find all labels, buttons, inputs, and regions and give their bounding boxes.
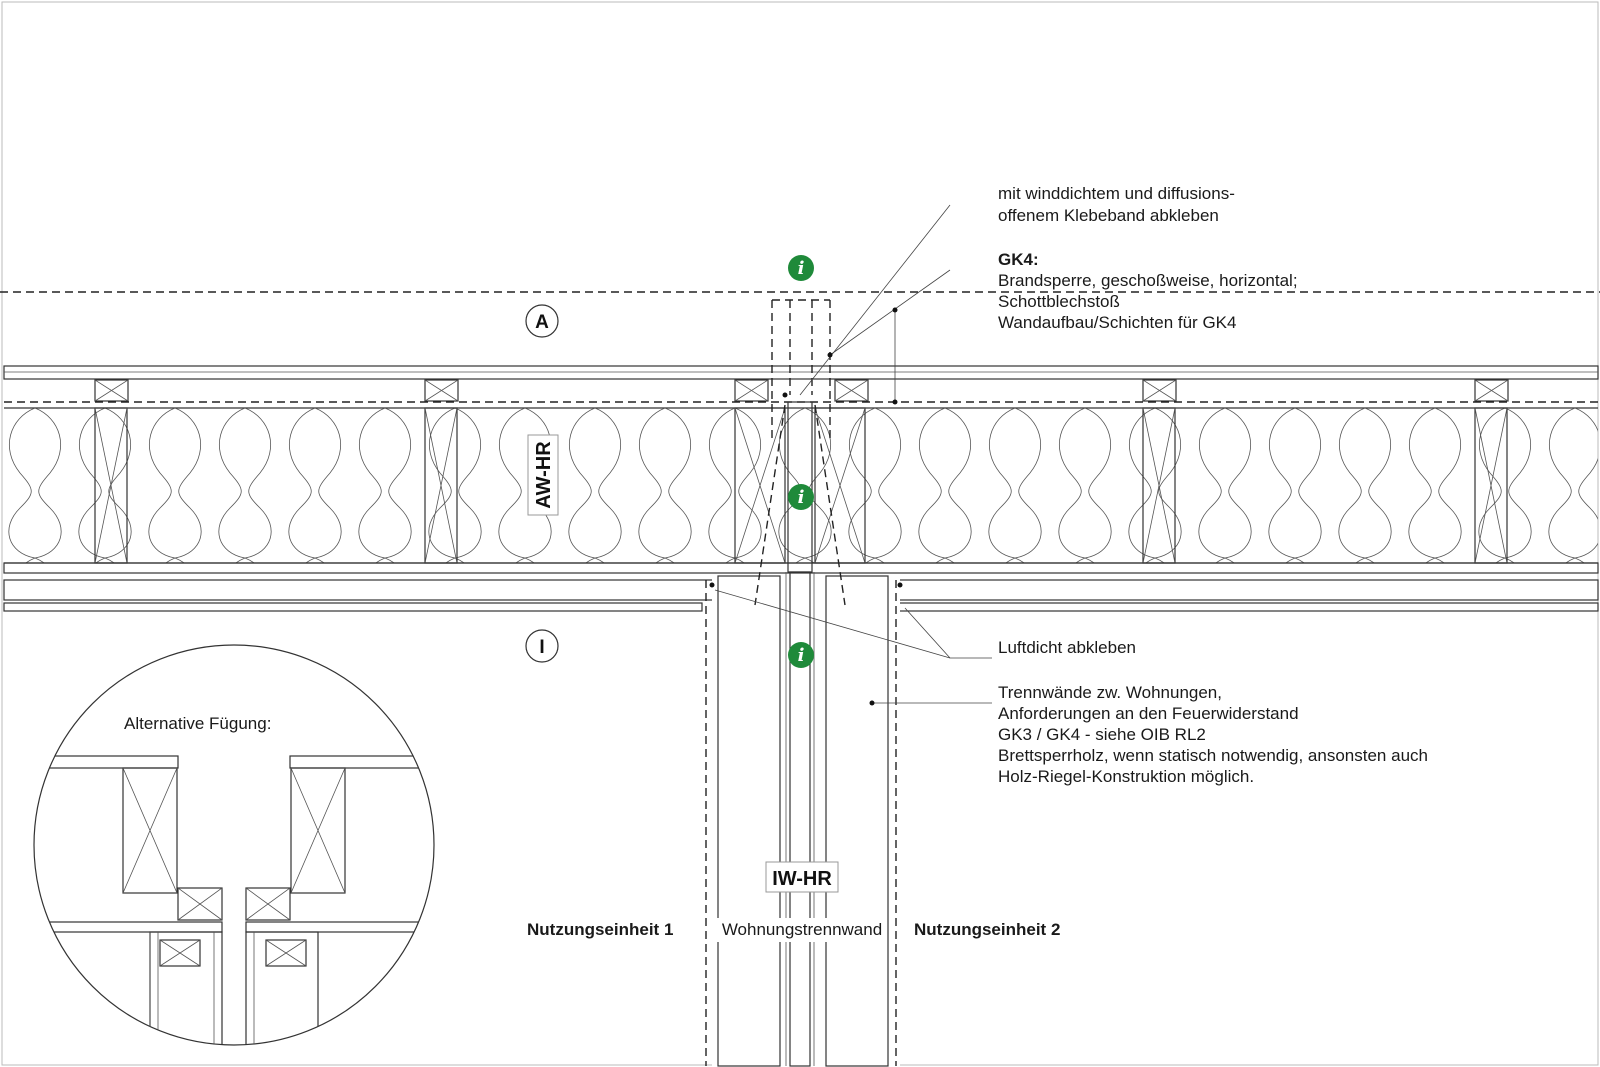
svg-text:offenem Klebeband abkleben: offenem Klebeband abkleben <box>998 206 1219 225</box>
interior-wall-tag: IW-HR <box>772 868 832 890</box>
svg-text:Anforderungen an den Feuerwide: Anforderungen an den Feuerwiderstand <box>998 704 1299 723</box>
alternative-joint-detail <box>30 645 440 1052</box>
outside-label: A <box>535 312 549 333</box>
gypsum-board-left <box>4 603 702 611</box>
gypsum-board-right <box>898 603 1598 611</box>
inside-label: I <box>539 637 545 658</box>
svg-text:i: i <box>797 645 805 666</box>
info-badge-middle[interactable] <box>788 484 814 510</box>
alternative-label: Alternative Fügung: <box>124 714 272 733</box>
svg-text:Brandsperre, geschoßweise, hor: Brandsperre, geschoßweise, horizontal; <box>998 271 1298 290</box>
info-badge-top[interactable] <box>788 255 814 281</box>
unit1-label: Nutzungseinheit 1 <box>527 920 674 939</box>
info-badge-lower[interactable] <box>788 642 814 668</box>
svg-text:Holz-Riegel-Konstruktion mögli: Holz-Riegel-Konstruktion möglich. <box>998 767 1255 786</box>
svg-text:i: i <box>797 258 805 279</box>
annotation-airtight: Luftdicht abkleben <box>998 638 1136 657</box>
svg-text:i: i <box>797 487 805 508</box>
svg-text:Schottblechstoß: Schottblechstoß <box>998 292 1120 311</box>
svg-text:GK4:: GK4: <box>998 250 1039 269</box>
svg-text:GK3 / GK4 - siehe OIB RL2: GK3 / GK4 - siehe OIB RL2 <box>998 725 1206 744</box>
annotation-tape <box>998 184 1235 225</box>
svg-text:Brettsperrholz, wenn statisch: Brettsperrholz, wenn statisch notwendig, ansonsten auch <box>998 746 1428 765</box>
annotation-gk4 <box>998 250 1298 332</box>
annotation-partition <box>998 683 1428 786</box>
battens <box>95 380 1508 401</box>
svg-text:Trennwände zw. Wohnungen,: Trennwände zw. Wohnungen, <box>998 683 1222 702</box>
unit2-label: Nutzungseinheit 2 <box>914 920 1061 939</box>
svg-text:mit winddichtem und diffusions: mit winddichtem und diffusions- <box>998 184 1235 203</box>
exterior-wall-tag: AW-HR <box>533 441 555 509</box>
svg-text:Wandaufbau/Schichten für GK4: Wandaufbau/Schichten für GK4 <box>998 313 1237 332</box>
cladding-board <box>4 366 1598 379</box>
partition-wall-label: Wohnungstrennwand <box>721 920 883 939</box>
